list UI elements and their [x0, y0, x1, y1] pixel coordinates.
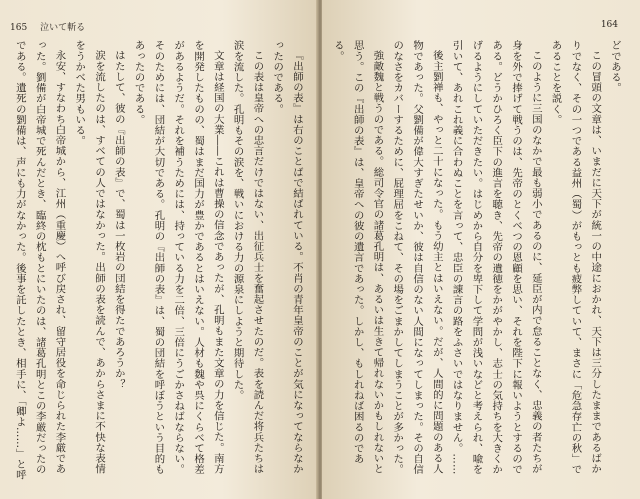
paragraph: どである。 — [609, 40, 621, 93]
right-page-header — [601, 20, 618, 30]
paragraph: 涙を流したのは、すべての人ではなかった。出師の表を読んで、あからさまに不快な表情をうかべた男もいる。 — [73, 40, 106, 475]
paragraph: 『出師の表』は右のことばで結ばれている。不肖の青年皇帝のことが気になってならなかったのである。 — [271, 40, 303, 475]
paragraph: 強敵魏と戦うのである。総司令官の諸葛孔明は、あるいは生きて帰れないかもしれないと思う。この『出師の表』は、皇帝への彼の遺言であった。しかし、もしれねば困るのである。 — [332, 40, 384, 475]
left-page-header — [10, 20, 85, 33]
running-title: 泣いて斬る — [40, 23, 86, 33]
left-page-number: 165 — [10, 23, 28, 33]
right-page — [322, 0, 640, 499]
paragraph: はたして、彼の『出師の表』で、蜀は一枚岩の団結を得たであろうか？ — [112, 50, 125, 390]
left-page — [0, 0, 318, 499]
left-page-body — [12, 40, 306, 480]
paragraph: 永安、すなわち白帝城から、江州（重慶）へ呼び戻され、留守居役を命じられた李厳であった。劉備が白帝城で死んだとき、臨終の枕もとにいたのは、諸葛孔明とこの李厳だったのである。遺死の劉備は、声にも力がなかった。後事を託したとき、相手に、「卿よ……」と呼 — [13, 40, 66, 480]
paragraph: 後主劉禅も、やっと二十になった。もう幼主とはいえない。だが、人間的に問題のある人物であった。父劉備が偉大すぎたせいか、彼は自信のない人間になってしまった。その自信のなさをカバーするために、屁理屈をこねて、その場をごまかしてしまうことが多かった。 — [391, 40, 443, 475]
right-page-number: 164 — [600, 20, 618, 30]
right-page-body — [332, 40, 624, 480]
paragraph: この表は皇帝への忠言だけではない、出征兵士を奮起させたのだ。表を読んだ将兵たちは涙を流した。孔明もその涙を、戦いにおける力の源泉にしようと期待した。 — [231, 40, 264, 475]
paragraph: この冒頭の文章は、いまだに天下が統一の中途におかれ、天下は三分したままであるばかりでなく、その一つである益州（蜀）がもっとも疲弊していて、まさに「危急存亡の秋」であることを説く。 — [549, 40, 602, 475]
paragraph: 文章は経国の大業――これは曹操の信念であったが、孔明もまた文章の力を信じた。南方を開発したものの、蜀はまだ国力が豊かであるとはいえない。人材も魏や呉にくらべて格差があるようだ。それを補うためには、持っている力を二倍、三倍にうごかさねばならない。そのためには、団結が大切である。孔明の『出師の表』は、蜀の団結を呼ぼうという目的もあったのである。 — [132, 40, 224, 475]
paragraph: このように三国のなかで最も弱小であるのに、延臣が内で怠ることなく、忠義の者たちが身を外で捧げて戦うのは、先帝のとくべつの恩顧を思い、それを陛下に報いようとするのである。どうかひろく臣下の進言を聴き、先帝の遺徳をかがやかし、志士の気持ちを大きくかげるようにしていただきたい。はじめから自分を卑下して学問が浅いなどと考えられ、喩を引いて、あれこれ義に合わぬことを言って、忠臣の諌言の路をふさいではなりません。…… — [450, 40, 542, 475]
